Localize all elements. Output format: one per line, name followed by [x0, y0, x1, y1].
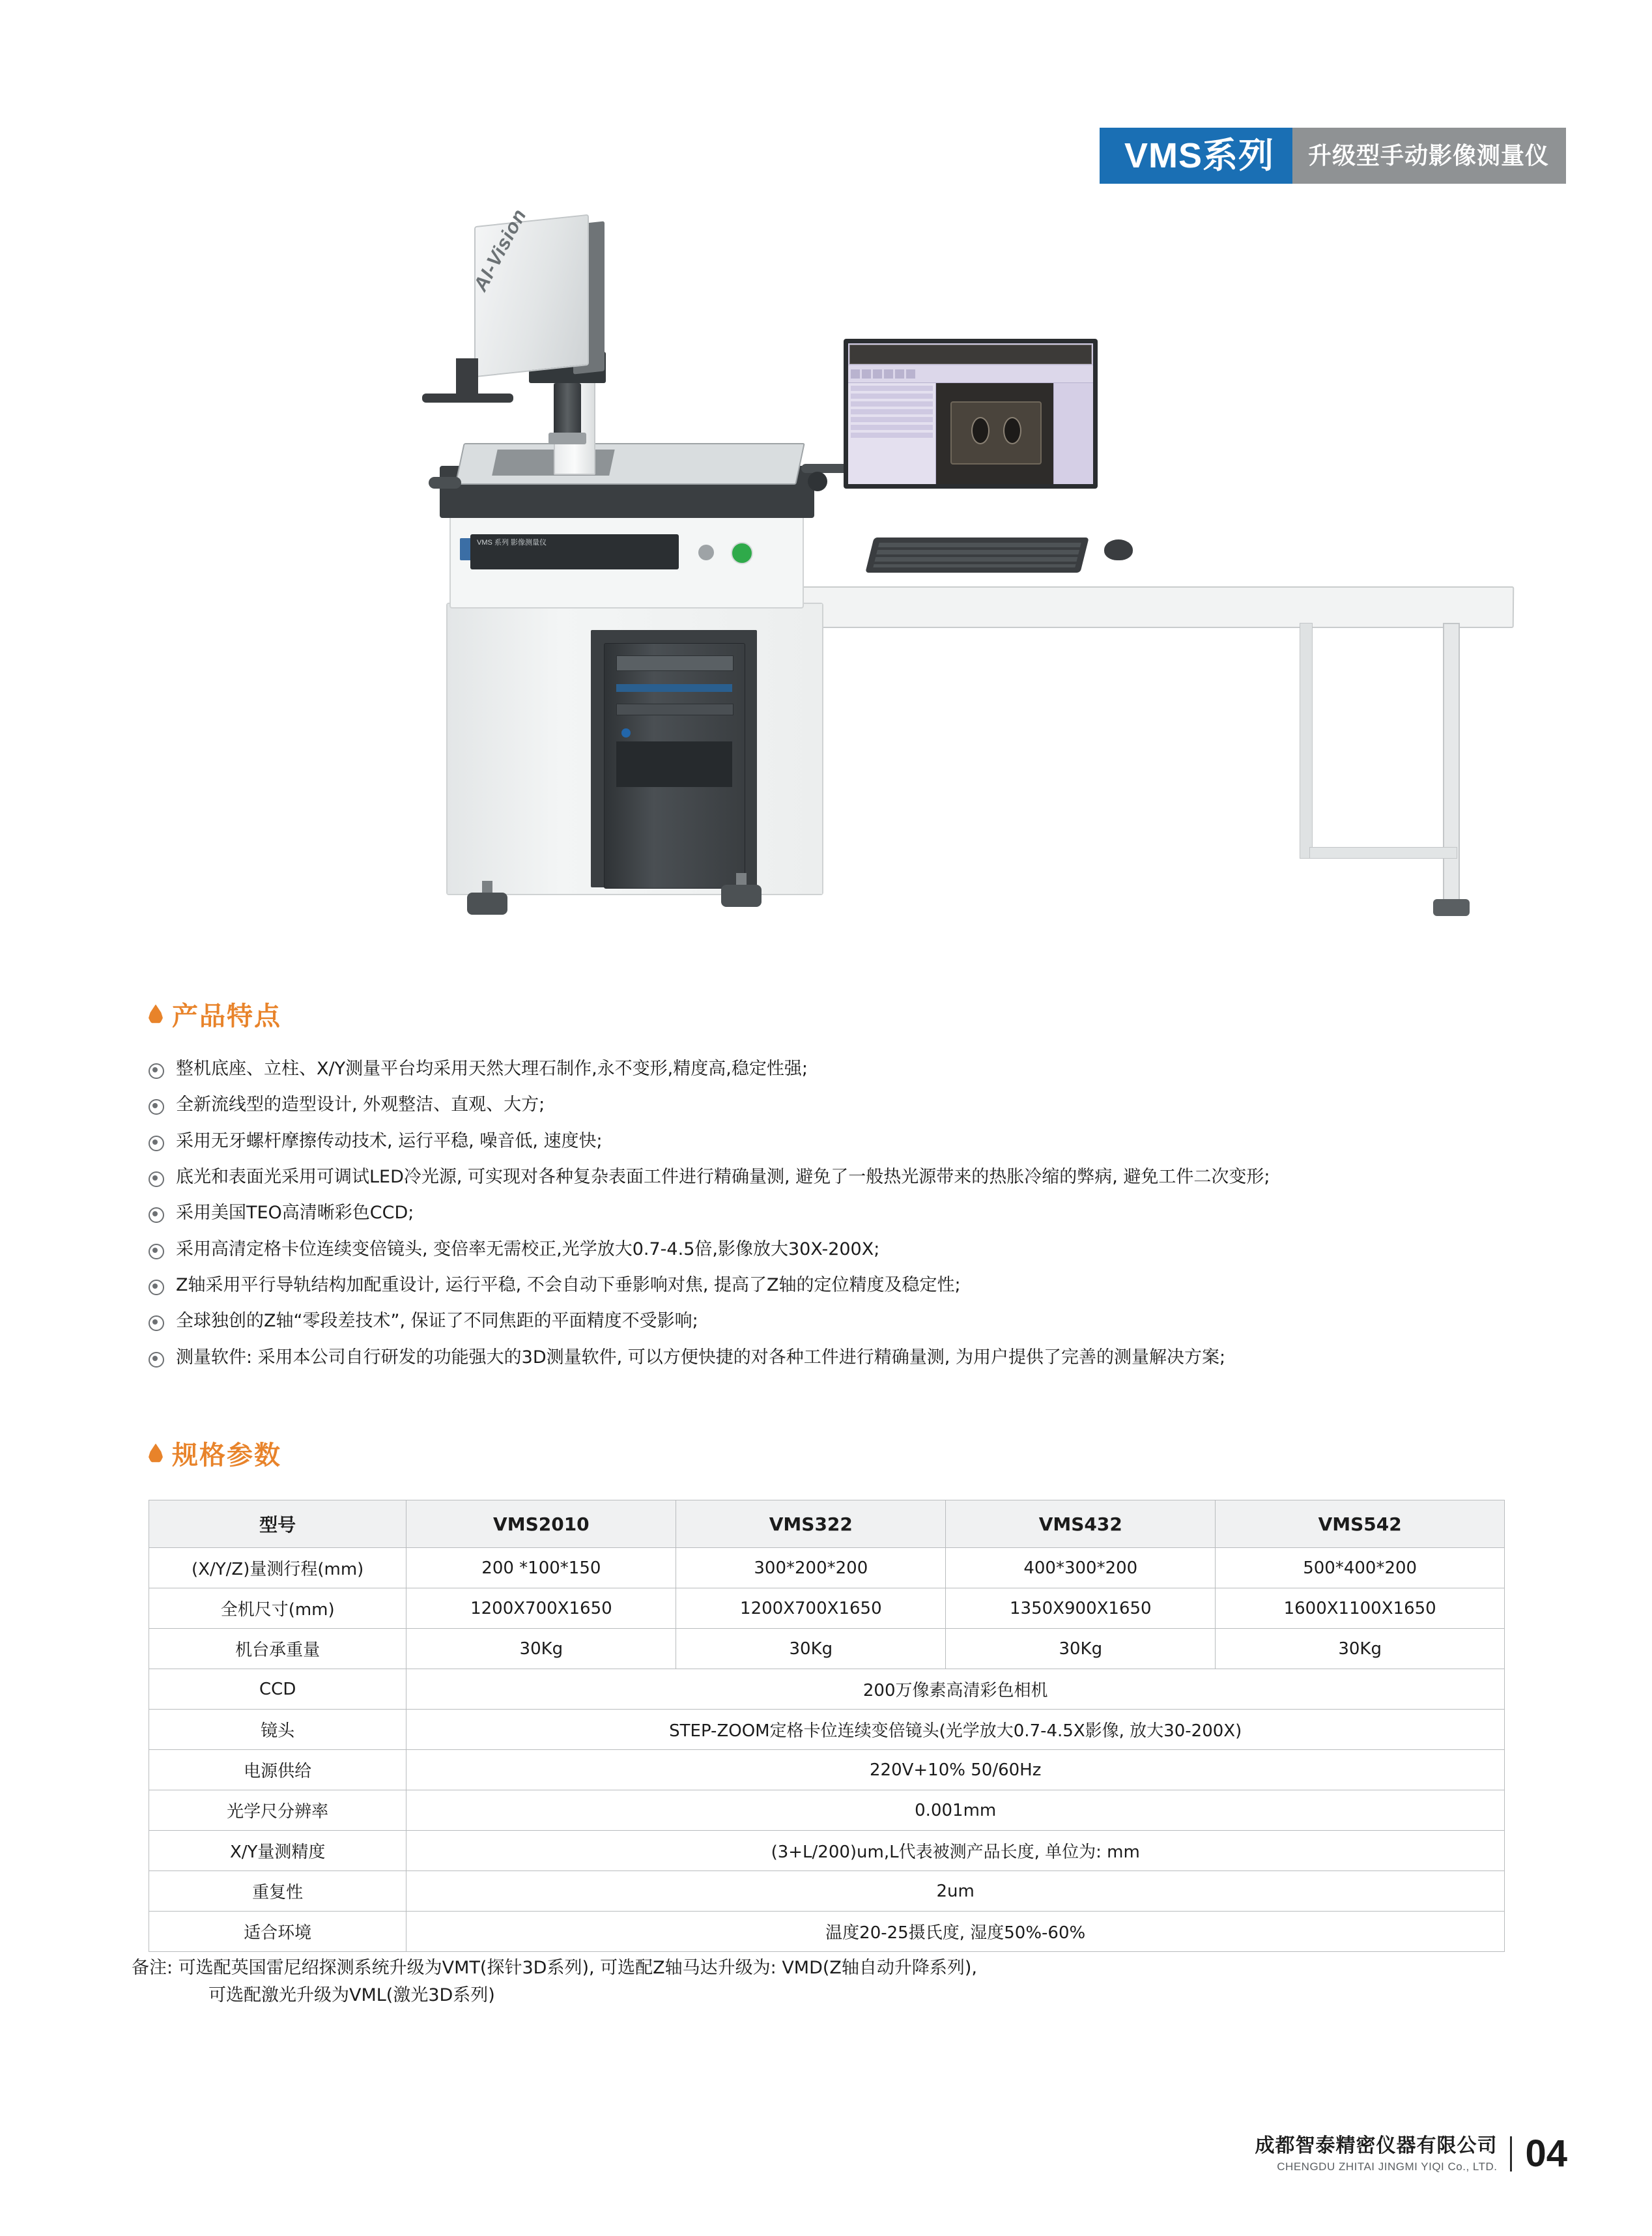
table-cell: 温度20-25摄氏度, 湿度50%-60% — [406, 1912, 1505, 1952]
note-line-2: 可选配激光升级为VML(激光3D系列) — [208, 1985, 495, 2005]
header-banner — [1100, 128, 1566, 184]
software-right-panel — [1053, 383, 1093, 484]
machine-foot-left — [467, 893, 507, 915]
table-row — [149, 1871, 1505, 1912]
row-label: 光学尺分辨率 — [149, 1790, 406, 1831]
stage-handle-left[interactable] — [429, 477, 461, 489]
desk-foot — [1433, 899, 1470, 916]
table-row — [149, 1669, 1505, 1710]
product-series-subtitle: 升级型手动影像测量仪 — [1307, 142, 1549, 169]
table-row — [149, 1710, 1505, 1750]
row-label: 电源供给 — [149, 1750, 406, 1790]
keyboard-keys — [873, 543, 1081, 567]
banner-gray-block — [1292, 128, 1566, 184]
bullet-icon — [149, 1207, 164, 1223]
product-photo — [352, 205, 1283, 945]
list-item — [149, 1057, 1569, 1082]
droplet-icon — [149, 1005, 163, 1024]
bullet-icon — [149, 1244, 164, 1259]
sidebar-row — [851, 417, 933, 422]
feature-text: 全球独创的Z轴“零段差技术”, 保证了不同焦距的平面精度不受影响; — [176, 1311, 698, 1332]
table-row — [149, 1831, 1505, 1871]
monitor — [844, 339, 1098, 489]
table-cell: 200万像素高清彩色相机 — [406, 1669, 1505, 1710]
features-section-heading — [149, 996, 281, 1033]
toolbar-icon[interactable] — [906, 369, 915, 379]
table-cell: 30Kg — [676, 1629, 946, 1669]
table-cell: STEP-ZOOM定格卡位连续变倍镜头(光学放大0.7-4.5X影像, 放大30-200X) — [406, 1710, 1505, 1750]
stage-knob[interactable] — [808, 472, 827, 491]
machine-body — [449, 515, 804, 609]
list-item — [149, 1201, 1569, 1226]
list-item — [149, 1093, 1569, 1117]
pc-power-led — [621, 728, 631, 738]
table-cell: 1200X700X1650 — [406, 1588, 676, 1629]
feature-text: 采用无牙螺杆摩擦传动技术, 运行平稳, 噪音低, 速度快; — [176, 1130, 603, 1151]
bullet-icon — [149, 1352, 164, 1368]
list-item — [149, 1345, 1569, 1370]
table-cell: 1200X700X1650 — [676, 1588, 946, 1629]
table-row — [149, 1750, 1505, 1790]
feature-text: Z轴采用平行导轨结构加配重设计, 运行平稳, 不会自动下垂影响对焦, 提高了Z轴的定位精度及稳定性; — [176, 1274, 961, 1295]
vision-head — [474, 214, 589, 377]
feature-text: 采用高清定格卡位连续变倍镜头, 变倍率无需校正,光学放大0.7-4.5倍,影像放大30X-200X; — [176, 1239, 880, 1259]
sidebar-row — [851, 433, 933, 438]
desk-crossbar — [1309, 847, 1457, 859]
desk-leg-inner — [1300, 623, 1313, 859]
table-cell: 200 *100*150 — [406, 1548, 676, 1588]
pc-lower-panel — [616, 741, 732, 787]
monitor-screen — [848, 343, 1093, 484]
table-cell: 30Kg — [946, 1629, 1216, 1669]
machine-cabinet — [446, 603, 823, 895]
company-name-en: CHENGDU ZHITAI JINGMI YIQI Co., LTD. — [1277, 2160, 1498, 2173]
table-cell: 0.001mm — [406, 1790, 1505, 1831]
list-item — [149, 1165, 1569, 1190]
bullet-icon — [149, 1280, 164, 1295]
row-label: 全机尺寸(mm) — [149, 1588, 406, 1629]
bullet-icon — [149, 1099, 164, 1115]
table-header-cell: VMS322 — [676, 1500, 946, 1548]
row-label: X/Y量测精度 — [149, 1831, 406, 1871]
table-header-cell: VMS432 — [946, 1500, 1216, 1548]
measurement-viewport — [936, 383, 1053, 484]
toolbar-icon[interactable] — [895, 369, 904, 379]
sidebar-row — [851, 409, 933, 414]
software-sidebar — [848, 383, 936, 484]
toolbar-icon[interactable] — [873, 369, 882, 379]
list-item — [149, 1129, 1569, 1154]
spec-table — [149, 1500, 1505, 1952]
keyboard — [865, 538, 1089, 573]
page-number: 04 — [1525, 2132, 1567, 2175]
table-cell: 1350X900X1650 — [946, 1588, 1216, 1629]
toolbar-icon[interactable] — [884, 369, 893, 379]
workpiece-hole — [971, 417, 990, 444]
desk-leg-outer — [1443, 623, 1460, 906]
bullet-icon — [149, 1063, 164, 1079]
software-toolbar — [848, 366, 1093, 383]
machine-control-panel — [470, 534, 679, 569]
row-label: 适合环境 — [149, 1912, 406, 1952]
bullet-icon — [149, 1315, 164, 1331]
mouse — [1104, 539, 1133, 560]
footer-company — [1255, 2134, 1497, 2173]
list-item — [149, 1309, 1569, 1334]
row-label: 机台承重量 — [149, 1629, 406, 1669]
feature-text: 整机底座、立柱、X/Y测量平台均采用天然大理石制作,永不变形,精度高,稳定性强; — [176, 1059, 808, 1079]
product-series-title: VMS系列 — [1124, 136, 1274, 175]
pc-front-strip — [616, 684, 732, 692]
machine-power-button[interactable] — [731, 542, 753, 564]
table-row — [149, 1912, 1505, 1952]
pc-drive-bay — [616, 655, 733, 671]
list-item — [149, 1237, 1569, 1262]
footer — [1255, 2134, 1567, 2173]
row-label: 镜头 — [149, 1710, 406, 1750]
table-cell: 30Kg — [1216, 1629, 1505, 1669]
sidebar-row — [851, 425, 933, 430]
specs-section-heading — [149, 1435, 281, 1472]
table-header-cell: 型号 — [149, 1500, 406, 1548]
toolbar-icon[interactable] — [851, 369, 860, 379]
table-cell: 1600X1100X1650 — [1216, 1588, 1505, 1629]
pc-tower — [604, 643, 745, 889]
table-header-cell: VMS2010 — [406, 1500, 676, 1548]
list-item — [149, 1273, 1569, 1298]
features-heading-text: 产品特点 — [172, 1002, 281, 1031]
table-note — [132, 1955, 1565, 2009]
droplet-icon — [149, 1444, 163, 1463]
row-label: (X/Y/Z)量测行程(mm) — [149, 1548, 406, 1588]
banner-blue-block — [1100, 128, 1292, 184]
spec-table-container — [149, 1500, 1505, 1952]
feature-text: 底光和表面光采用可调试LED冷光源, 可实现对各种复杂表面工件进行精确量测, 避免了一般热光源带来的热胀冷缩的弊病, 避免工件二次变形; — [176, 1166, 1270, 1187]
monitor-stand-base — [422, 394, 513, 403]
toolbar-icon[interactable] — [862, 369, 871, 379]
workpiece-image — [950, 401, 1042, 465]
row-label: CCD — [149, 1669, 406, 1710]
machine-button-gray[interactable] — [698, 545, 714, 560]
machine-panel-text: VMS 系列 影像测量仪 — [477, 539, 547, 547]
pc-panel-slot — [616, 704, 733, 715]
vision-brand-logo: AI-Vision — [469, 205, 531, 295]
monitor-stand-neck — [456, 358, 478, 395]
table-header-row — [149, 1500, 1505, 1548]
software-titlebar — [849, 345, 1092, 364]
table-cell: 300*200*200 — [676, 1548, 946, 1588]
table-header-cell: VMS542 — [1216, 1500, 1505, 1548]
workpiece-hole — [1003, 417, 1021, 444]
sidebar-row — [851, 401, 933, 407]
machine-foot-right — [721, 885, 762, 907]
row-label: 重复性 — [149, 1871, 406, 1912]
software-body — [848, 383, 1093, 484]
feature-list — [149, 1057, 1569, 1381]
table-cell: (3+L/200)um,L代表被测产品长度, 单位为: mm — [406, 1831, 1505, 1871]
feature-text: 全新流线型的造型设计, 外观整洁、直观、大方; — [176, 1095, 545, 1115]
note-line-1: 备注: 可选配英国雷尼绍探测系统升级为VMT(探针3D系列), 可选配Z轴马达升级为: VMD(Z轴自动升降系列), — [132, 1958, 978, 1978]
table-cell: 30Kg — [406, 1629, 676, 1669]
footer-divider — [1510, 2136, 1512, 2172]
table-row — [149, 1548, 1505, 1588]
table-cell: 400*300*200 — [946, 1548, 1216, 1588]
feature-text: 测量软件: 采用本公司自行研发的功能强大的3D测量软件, 可以方便快捷的对各种工件进行精确量测, 为用户提供了完善的测量解决方案; — [176, 1347, 1226, 1368]
table-row — [149, 1790, 1505, 1831]
company-name-cn: 成都智泰精密仪器有限公司 — [1255, 2134, 1498, 2157]
feature-text: 采用美国TEO高清晰彩色CCD; — [176, 1203, 414, 1224]
table-cell: 500*400*200 — [1216, 1548, 1505, 1588]
table-row — [149, 1588, 1505, 1629]
sidebar-row — [851, 394, 933, 399]
table-cell: 2um — [406, 1871, 1505, 1912]
table-row — [149, 1629, 1505, 1669]
lens-ring-light — [548, 433, 586, 444]
table-cell: 220V+10% 50/60Hz — [406, 1750, 1505, 1790]
bullet-icon — [149, 1136, 164, 1151]
specs-heading-text: 规格参数 — [172, 1441, 281, 1470]
sidebar-row — [851, 386, 933, 391]
xy-stage-glass — [455, 443, 805, 485]
bullet-icon — [149, 1171, 164, 1187]
